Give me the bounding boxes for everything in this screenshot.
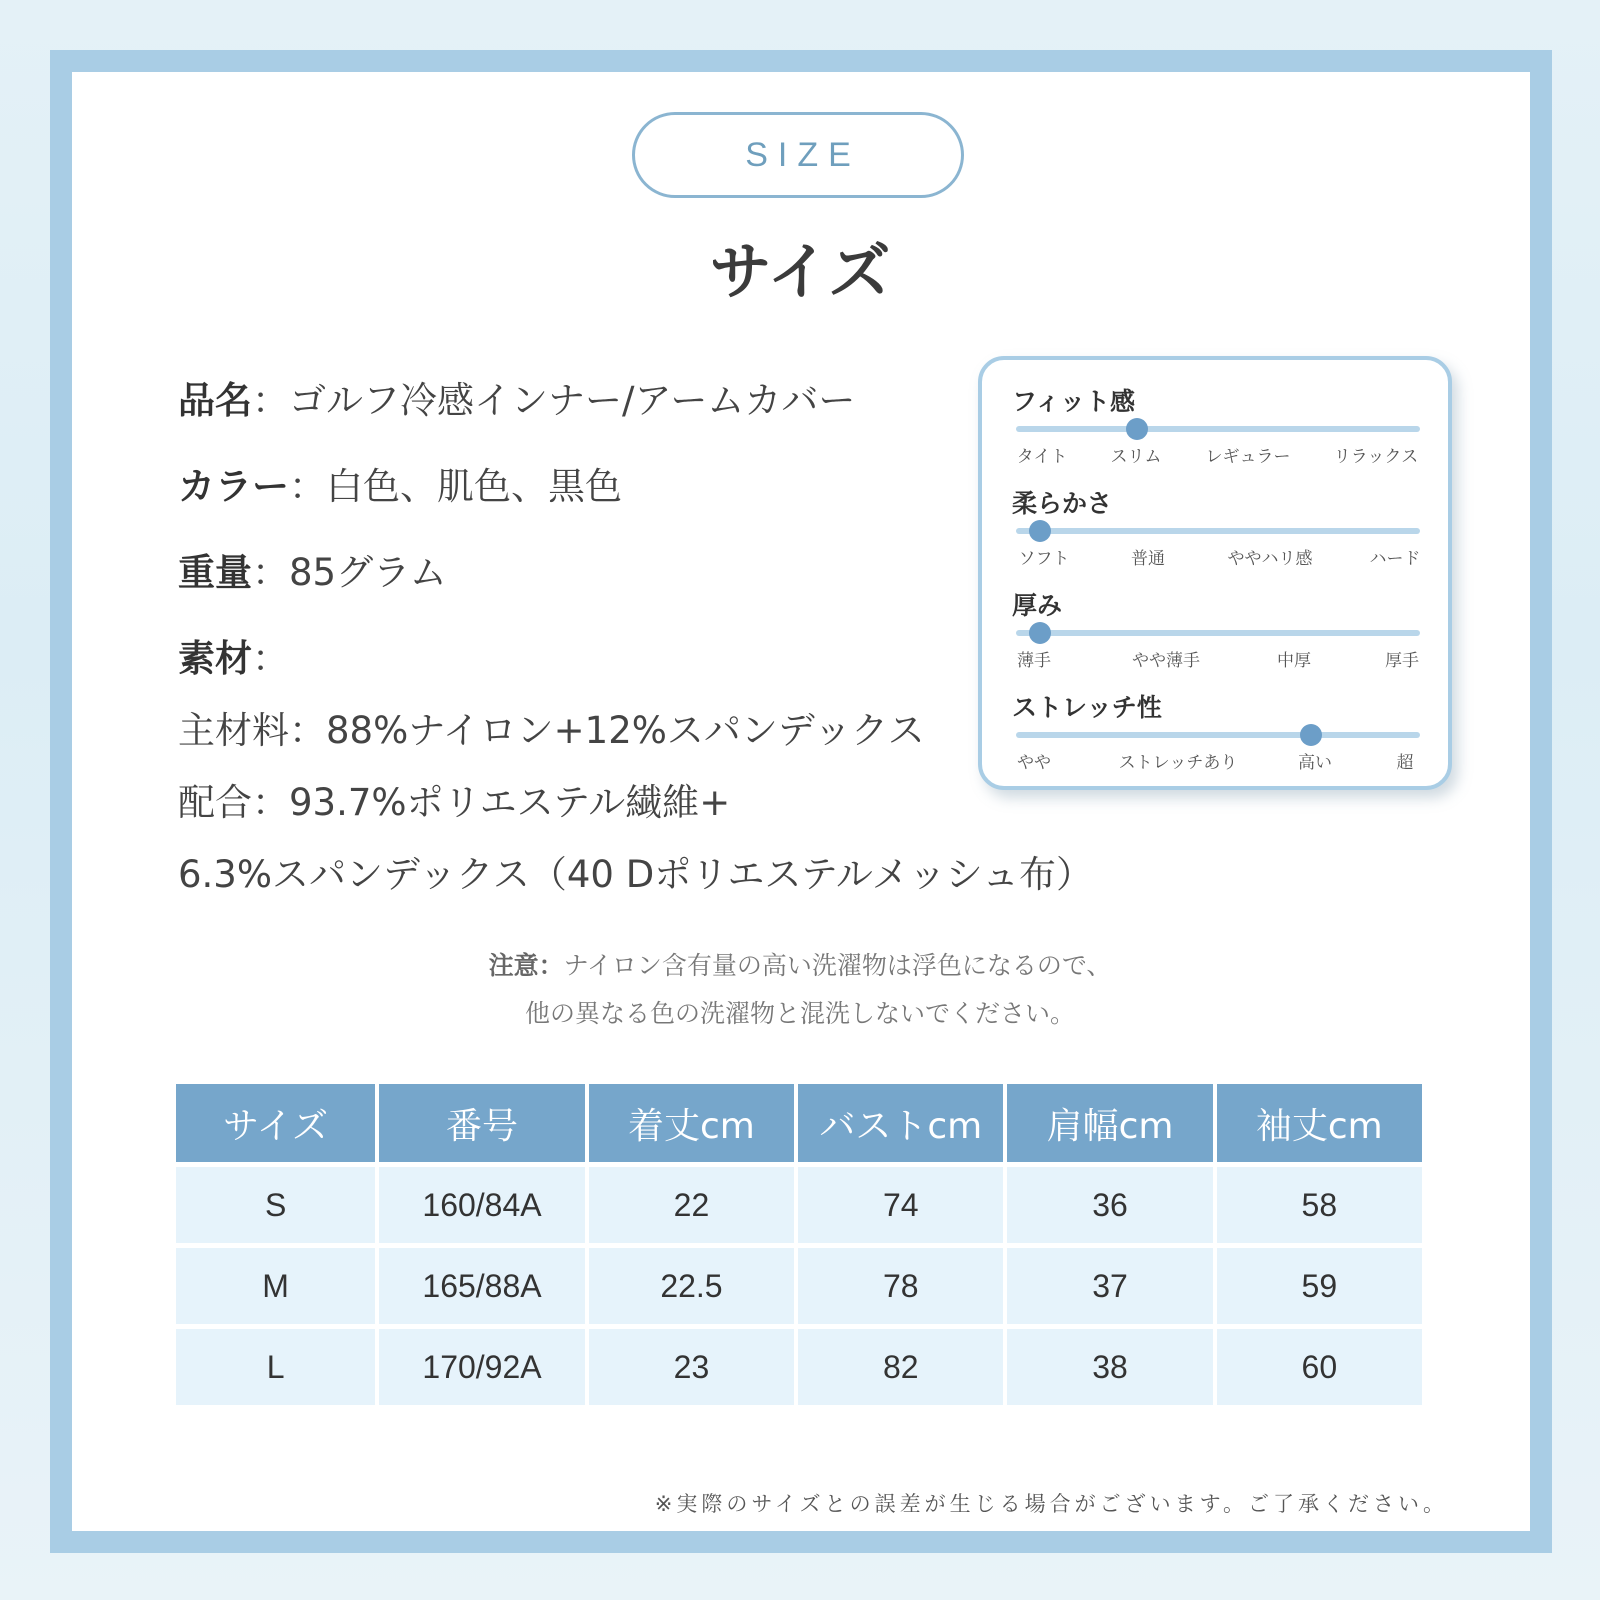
table-row	[176, 1162, 1422, 1243]
spec-label: カラー	[178, 465, 289, 508]
feel-scale-label: レギュラー	[1205, 447, 1291, 467]
feel-row-softness	[982, 484, 1448, 584]
care-note-line-2: 他の異なる色の洗濯物と混洗しないでください。	[524, 999, 1075, 1028]
feel-scale-label: ストレッチあり	[1118, 753, 1238, 773]
spec-value: ：白色、肌色、黒色	[289, 465, 622, 508]
feel-title: 厚み	[1012, 591, 1063, 620]
column-header: サイズ	[176, 1084, 375, 1162]
size-table	[172, 1084, 1426, 1405]
spec-material	[178, 628, 289, 682]
table-cell: 23	[589, 1324, 794, 1405]
table-cell: 60	[1217, 1324, 1422, 1405]
spec-product-name	[178, 370, 855, 424]
spec-label: 素材	[178, 637, 252, 680]
feel-track	[1016, 732, 1420, 738]
column-header: バストcm	[798, 1084, 1003, 1162]
feel-level-dot	[1029, 622, 1051, 644]
column-header: 袖丈cm	[1217, 1084, 1422, 1162]
care-note-line-1	[0, 946, 1600, 982]
feel-scale-label: 超	[1396, 753, 1414, 773]
feel-row-thickness	[982, 586, 1448, 686]
page-title: サイズ	[709, 235, 891, 308]
spec-material-mix-2: 6.3%スパンデックス（40 Dポリエステルメッシュ布）	[178, 853, 1094, 896]
feel-track	[1016, 426, 1420, 432]
table-cell: 160/84A	[379, 1162, 585, 1243]
feel-scale-label: 高い	[1298, 753, 1332, 773]
table-cell: S	[176, 1162, 375, 1243]
feel-row-stretch	[982, 688, 1448, 788]
feel-level-dot	[1300, 724, 1322, 746]
table-cell: 170/92A	[379, 1324, 585, 1405]
spec-label: 品名	[178, 379, 252, 422]
feel-level-dot	[1029, 520, 1051, 542]
table-cell: 22	[589, 1162, 794, 1243]
care-note-text: ナイロン含有量の高い洗濯物は浮色になるので、	[563, 951, 1112, 980]
feel-track	[1016, 528, 1420, 534]
table-row	[176, 1324, 1422, 1405]
table-header-row	[176, 1084, 1422, 1162]
table-cell: 74	[798, 1162, 1003, 1243]
feel-scale-label: 薄手	[1017, 651, 1051, 671]
table-cell: 37	[1007, 1243, 1212, 1324]
feel-scale-label: やや	[1017, 753, 1051, 773]
spec-material-main: 主材料：88%ナイロン+12%スパンデックス	[178, 709, 925, 752]
table-cell: 36	[1007, 1162, 1212, 1243]
care-note-label: 注意：	[488, 951, 564, 980]
feel-level-dot	[1126, 418, 1148, 440]
feel-scale-label: スリム	[1110, 447, 1162, 467]
spec-weight	[178, 542, 447, 596]
column-header: 肩幅cm	[1007, 1084, 1212, 1162]
table-cell: 38	[1007, 1324, 1212, 1405]
spec-material-mix-1: 配合：93.7%ポリエステル繊維+	[178, 781, 731, 824]
table-cell: L	[176, 1324, 375, 1405]
feel-track	[1016, 630, 1420, 636]
spec-value: ：ゴルフ冷感インナー/アームカバー	[252, 379, 856, 422]
table-cell: 59	[1217, 1243, 1422, 1324]
feel-scale-label: ややハリ感	[1227, 549, 1313, 569]
table-cell: 58	[1217, 1162, 1422, 1243]
feel-scale-label: やや薄手	[1132, 651, 1200, 671]
table-cell: 165/88A	[379, 1243, 585, 1324]
table-row	[176, 1243, 1422, 1324]
feel-title: 柔らかさ	[1012, 489, 1113, 518]
spec-value: ：85グラム	[252, 551, 447, 594]
feel-scale-label: 普通	[1131, 549, 1165, 569]
spec-color	[178, 456, 622, 510]
feel-scale-label: 厚手	[1385, 651, 1419, 671]
feel-scale-label: 中厚	[1277, 651, 1311, 671]
feel-scale-label: タイト	[1016, 447, 1068, 467]
table-cell: M	[176, 1243, 375, 1324]
table-cell: 82	[798, 1324, 1003, 1405]
size-badge: SIZE	[632, 112, 964, 198]
spec-label: 重量	[178, 551, 252, 594]
feel-scale-label: ソフト	[1018, 549, 1070, 569]
spec-separator: ：	[252, 637, 289, 680]
disclaimer: ※実際のサイズとの誤差が生じる場合がございます。ご了承ください。	[654, 1492, 1448, 1516]
column-header: 番号	[379, 1084, 585, 1162]
table-cell: 22.5	[589, 1243, 794, 1324]
feel-row-fit	[982, 382, 1448, 482]
feel-scale-label: ハード	[1369, 549, 1421, 569]
feel-title: ストレッチ性	[1012, 693, 1162, 722]
feel-title: フィット感	[1012, 387, 1136, 416]
column-header: 着丈cm	[589, 1084, 794, 1162]
fit-feel-panel	[978, 356, 1452, 790]
table-cell: 78	[798, 1243, 1003, 1324]
feel-scale-label: リラックス	[1333, 447, 1419, 467]
